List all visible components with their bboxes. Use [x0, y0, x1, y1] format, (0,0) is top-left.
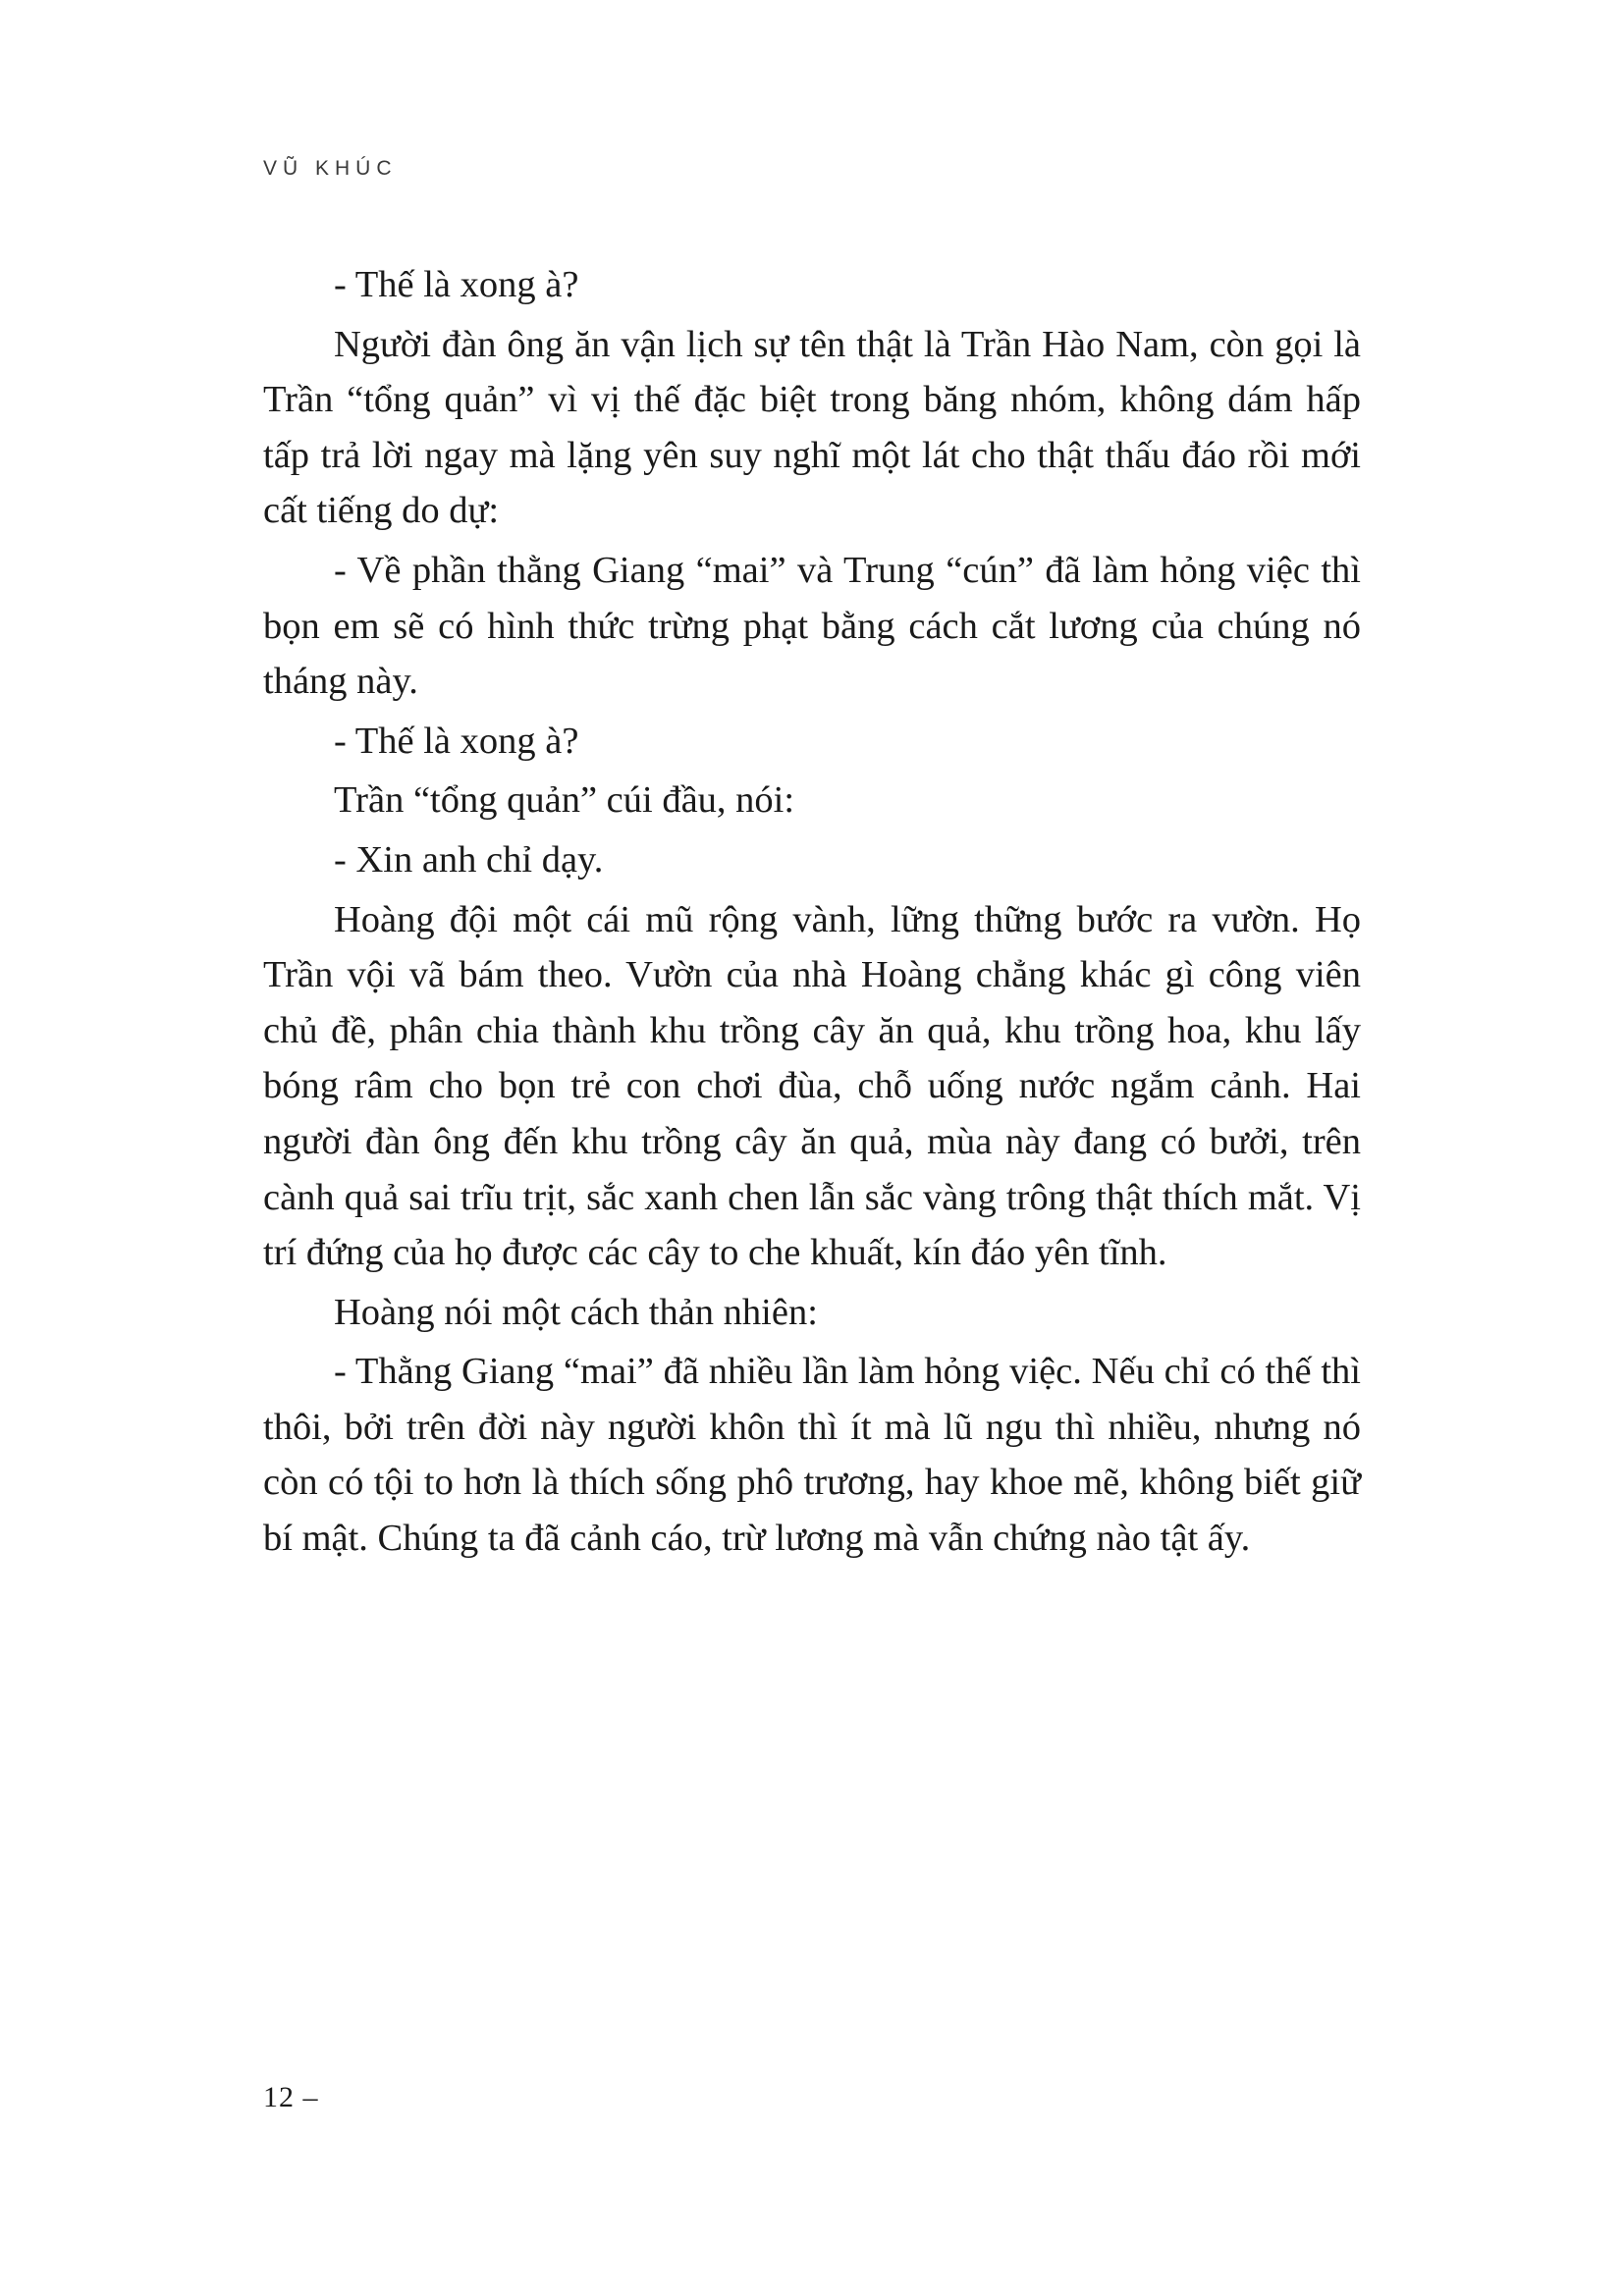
paragraph: - Thế là xong à?	[334, 720, 579, 762]
running-head: VŨ KHÚC	[263, 157, 398, 180]
paragraph: Hoàng nói một cách thản nhiên:	[334, 1291, 818, 1333]
paragraph: - Thế là xong à?	[334, 264, 579, 305]
page-body	[263, 257, 1361, 1567]
paragraph: - Xin anh chỉ dạy.	[334, 838, 604, 881]
paragraph: Trần “tổng quản” cúi đầu, nói:	[334, 779, 795, 822]
paragraph: - Về phần thằng Giang “mai” và Trung “cún” đã làm hỏng việc thì bọn em sẽ có hình thức trừng phạt bằng cách cắt lương của chúng nó tháng này.	[263, 549, 1361, 703]
paragraph: Người đàn ông ăn vận lịch sự tên thật là Trần Hào Nam, còn gọi là Trần “tổng quản” vì vị thế đặc biệt trong băng nhóm, không dám hấp tấp trả lời ngay mà lặng yên suy nghĩ một lát cho thật thấu đáo rồi mới cất tiếng do dự:	[263, 323, 1361, 532]
page-number: 12 –	[263, 2081, 319, 2113]
paragraph: - Thằng Giang “mai” đã nhiều lần làm hỏng việc. Nếu chỉ có thế thì thôi, bởi trên đời này người khôn thì ít mà lũ ngu thì nhiều, nhưng nó còn có tội to hơn là thích sống phô trương, hay khoe mẽ, không biết giữ bí mật. Chúng ta đã cảnh cáo, trừ lương mà vẫn chứng nào tật ấy.	[263, 1351, 1361, 1560]
paragraph: Hoàng đội một cái mũ rộng vành, lững thững bước ra vườn. Họ Trần vội vã bám theo. Vườn của nhà Hoàng chẳng khác gì công viên chủ đề, phân chia thành khu trồng cây ăn quả, khu trồng hoa, khu lấy bóng râm cho bọn trẻ con chơi đùa, chỗ uống nước ngắm cảnh. Hai người đàn ông đến khu trồng cây ăn quả, mùa này đang có bưởi, trên cành quả sai trĩu trịt, sắc xanh chen lẫn sắc vàng trông thật thích mắt. Vị trí đứng của họ được các cây to che khuất, kín đáo yên tĩnh.	[263, 898, 1361, 1274]
